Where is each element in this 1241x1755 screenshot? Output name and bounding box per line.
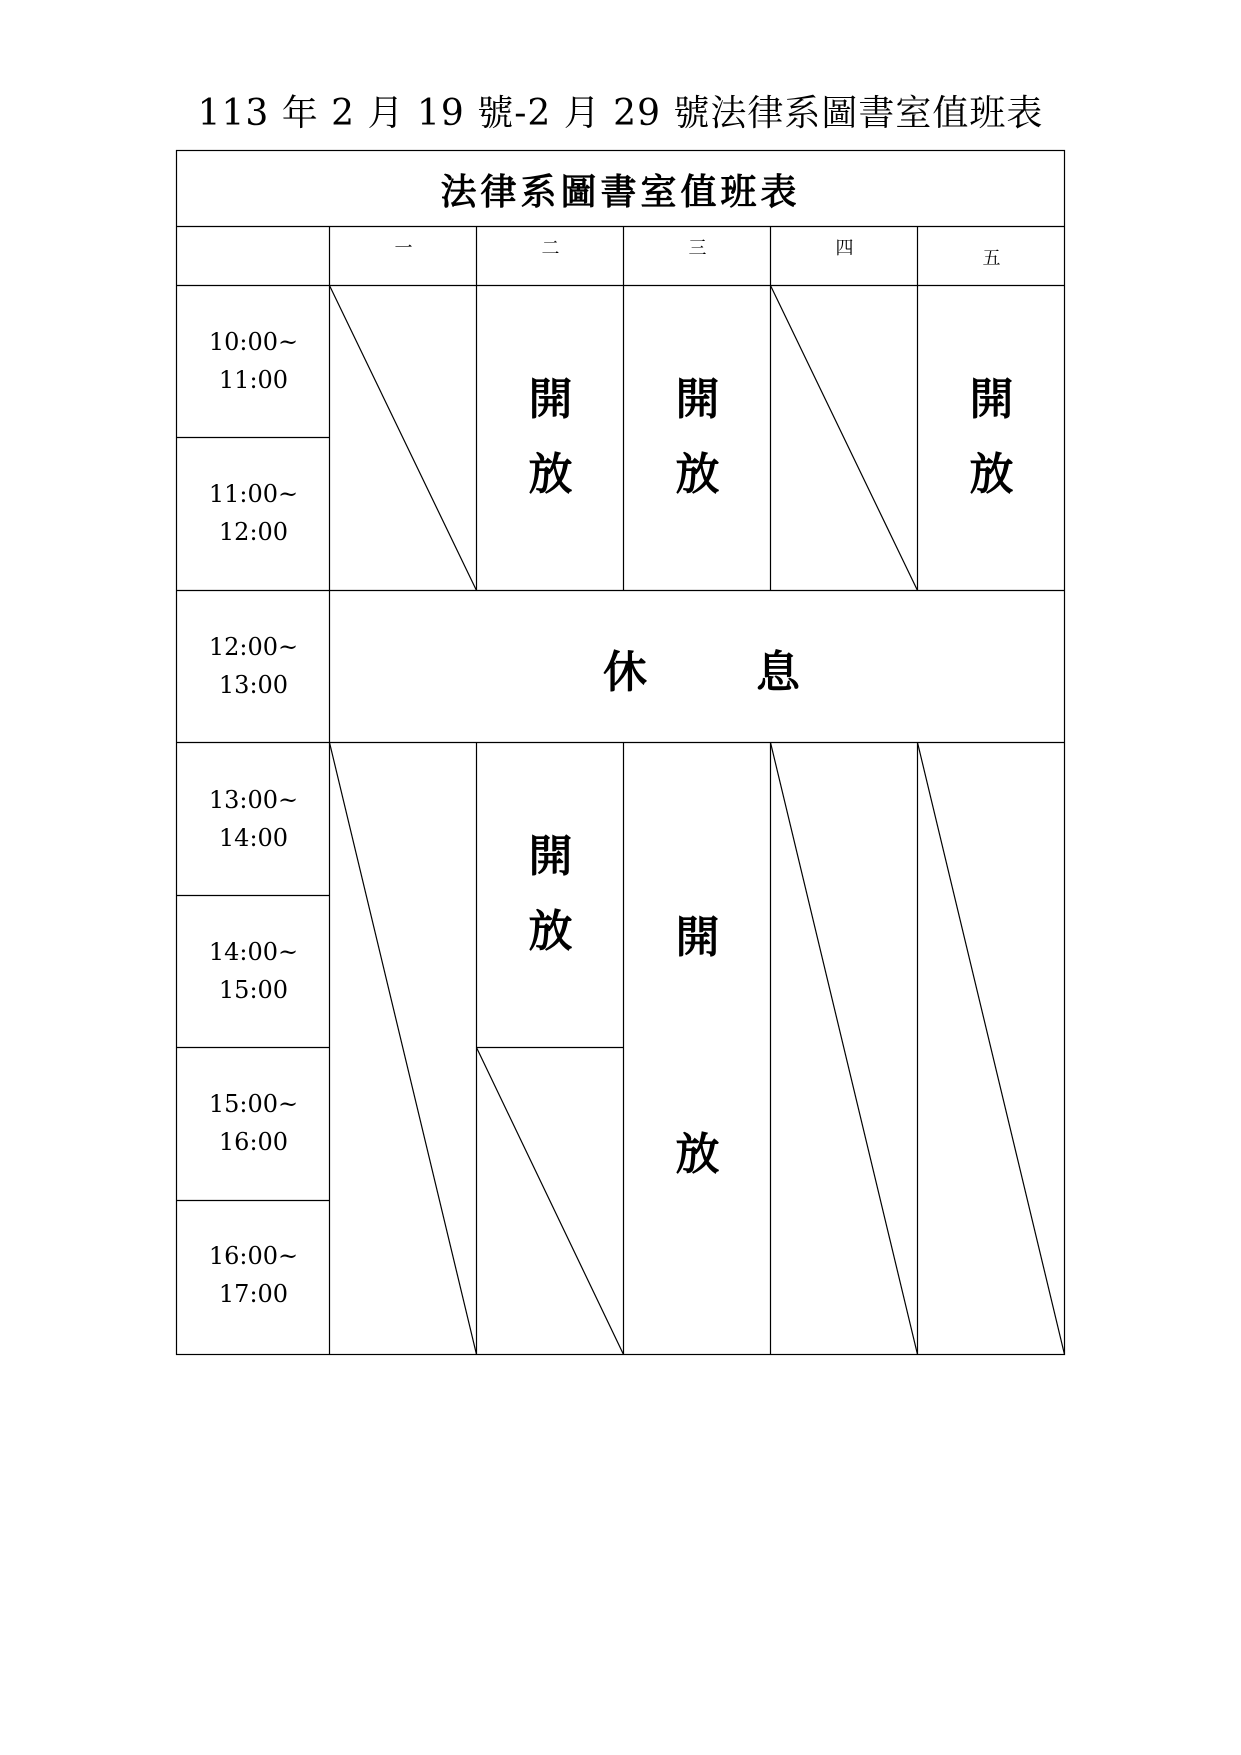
time-end: 14:00	[218, 824, 289, 852]
time-slot	[177, 779, 330, 859]
closed-thu-afternoon	[771, 743, 918, 1355]
closed-fri-afternoon	[918, 743, 1065, 1355]
day-header-fri: 五	[982, 248, 1001, 269]
time-start: 11:00~	[208, 480, 299, 508]
time-start: 13:00~	[208, 786, 299, 814]
time-slot	[177, 473, 330, 553]
closed-tue-late	[477, 1048, 624, 1355]
closed-mon-afternoon	[330, 743, 477, 1355]
time-start: 15:00~	[208, 1090, 299, 1118]
time-slot	[177, 321, 330, 401]
open-char: 放	[969, 449, 1014, 500]
closed-thu-morning	[771, 286, 918, 591]
time-slot	[177, 626, 330, 706]
time-slot	[177, 1083, 330, 1163]
open-tue-morning	[477, 362, 624, 512]
open-wed-afternoon-char-1: 開	[675, 912, 720, 963]
open-char: 開	[675, 374, 720, 425]
time-end: 15:00	[218, 976, 289, 1004]
time-end: 16:00	[218, 1128, 289, 1156]
open-wed-morning	[624, 362, 771, 512]
day-header-thu: 四	[835, 238, 854, 259]
time-start: 14:00~	[208, 938, 299, 966]
time-slot	[177, 1235, 330, 1315]
open-char: 放	[528, 449, 573, 500]
time-end: 17:00	[218, 1280, 289, 1308]
closed-mon-morning	[330, 286, 477, 591]
open-char: 放	[528, 906, 573, 957]
time-start: 16:00~	[208, 1242, 299, 1270]
table-heading: 法律系圖書室值班表	[440, 170, 801, 213]
open-wed-afternoon-char-2: 放	[675, 1129, 720, 1180]
time-end: 11:00	[218, 366, 289, 394]
open-fri-morning	[918, 362, 1065, 512]
time-slot	[177, 931, 330, 1011]
time-end: 12:00	[218, 518, 289, 546]
day-header-wed: 三	[688, 238, 707, 259]
document-title: 113 年 2 月 19 號-2 月 29 號法律系圖書室值班表	[197, 93, 1044, 134]
open-char: 開	[969, 374, 1014, 425]
time-end: 13:00	[218, 671, 289, 699]
time-start: 12:00~	[208, 633, 299, 661]
open-tue-afternoon	[477, 819, 624, 969]
day-header-tue: 二	[541, 238, 560, 259]
time-start: 10:00~	[208, 328, 299, 356]
open-char: 開	[528, 374, 573, 425]
open-char: 放	[675, 449, 720, 500]
rest-char-2: 息	[756, 647, 800, 698]
rest-char-1: 休	[603, 647, 647, 698]
day-header-mon: 一	[394, 238, 413, 259]
open-char: 開	[528, 831, 573, 882]
